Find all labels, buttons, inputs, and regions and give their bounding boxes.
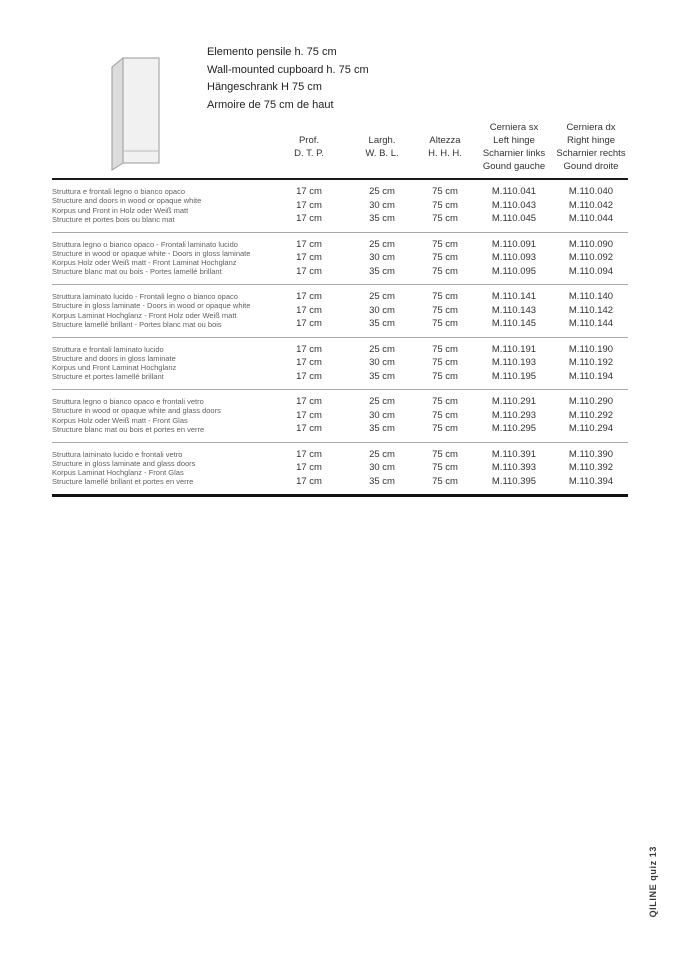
table-row: [270, 448, 628, 462]
cell-largh: 30 cm: [369, 252, 395, 264]
cell-altezza: 75 cm: [432, 199, 458, 211]
table-row: [270, 409, 628, 423]
cell-right: M.110.294: [568, 423, 614, 435]
cell-largh: 25 cm: [369, 396, 395, 408]
cell-altezza: 75 cm: [432, 462, 458, 474]
cell-largh: 35 cm: [369, 213, 395, 225]
cell-largh: 35 cm: [369, 423, 395, 435]
cell-right: M.110.044: [568, 213, 614, 225]
description-line: Structure in wood or opaque white and glass doors: [52, 406, 221, 416]
cell-prof: 17 cm: [296, 448, 322, 460]
cell-right: M.110.390: [568, 448, 614, 460]
cell-right: M.110.040: [568, 186, 614, 198]
product-group: [52, 389, 628, 442]
table-row: [270, 317, 628, 331]
cell-largh: 25 cm: [369, 291, 395, 303]
cell-prof: 17 cm: [296, 199, 322, 211]
product-description: [52, 395, 270, 436]
description-line: Korpus Laminat Hochglanz - Front Glas: [52, 468, 184, 478]
cell-left: M.110.195: [491, 370, 537, 382]
table-body: [52, 180, 628, 497]
cell-right: M.110.144: [568, 318, 614, 330]
cell-prof: 17 cm: [296, 265, 322, 277]
title-line-fr: Armoire de 75 cm de haut: [207, 98, 334, 111]
description-line: Structure blanc mat ou bois et portes en verre: [52, 424, 205, 434]
product-description: [52, 448, 270, 489]
table-row: [270, 212, 628, 226]
cell-altezza: 75 cm: [432, 318, 458, 330]
product-group: [52, 442, 628, 495]
table-row: [270, 265, 628, 279]
description-line: Korpus Holz oder Weiß matt - Front Glas: [52, 415, 188, 425]
cell-altezza: 75 cm: [432, 423, 458, 435]
header-left-hinge: Cerniera sx Left hinge Scharnier links Gound gauche: [482, 122, 546, 172]
cell-prof: 17 cm: [296, 370, 322, 382]
cell-largh: 30 cm: [369, 357, 395, 369]
cell-prof: 17 cm: [296, 423, 322, 435]
cell-right: M.110.392: [568, 462, 614, 474]
description-line: Korpus und Front in Holz oder Weiß matt: [52, 205, 189, 215]
description-line: Structure lamellé brillant et portes en verre: [52, 477, 194, 487]
product-description: [52, 238, 270, 279]
cell-left: M.110.193: [491, 357, 537, 369]
table-row: [270, 356, 628, 370]
cell-left: M.110.091: [491, 238, 537, 250]
cell-right: M.110.190: [568, 343, 614, 355]
cell-altezza: 75 cm: [432, 370, 458, 382]
cell-right: M.110.142: [568, 304, 614, 316]
header-width: Largh. W. B. L.: [365, 135, 399, 159]
description-line: Structure blanc mat ou bois - Portes lamellé brillant: [52, 267, 222, 277]
cell-altezza: 75 cm: [432, 448, 458, 460]
description-line: Structure and doors in gloss laminate: [52, 353, 176, 363]
cell-altezza: 75 cm: [432, 186, 458, 198]
description-line: Structure in wood or opaque white - Doors in gloss laminate: [52, 248, 251, 258]
cell-left: M.110.041: [491, 186, 537, 198]
description-line: Korpus Holz oder Weiß matt - Front Laminat Hochglanz: [52, 258, 237, 268]
description-line: Structure et portes lamellé brillant: [52, 372, 164, 382]
cell-prof: 17 cm: [296, 213, 322, 225]
header-right-hinge: Cerniera dx Right hinge Scharnier rechts Gound droite: [556, 122, 626, 172]
cell-left: M.110.143: [491, 304, 537, 316]
description-line: Korpus Laminat Hochglanz - Front Holz oder Weiß matt: [52, 310, 237, 320]
cell-left: M.110.043: [491, 199, 537, 211]
cell-largh: 25 cm: [369, 448, 395, 460]
cell-largh: 25 cm: [369, 343, 395, 355]
table-row: [270, 238, 628, 252]
group-rows: [270, 290, 628, 331]
cell-altezza: 75 cm: [432, 252, 458, 264]
cell-left: M.110.141: [491, 291, 537, 303]
cell-left: M.110.393: [491, 462, 537, 474]
cell-largh: 30 cm: [369, 409, 395, 421]
cell-largh: 35 cm: [369, 265, 395, 277]
cell-prof: 17 cm: [296, 291, 322, 303]
cell-right: M.110.292: [568, 409, 614, 421]
cell-largh: 35 cm: [369, 318, 395, 330]
cell-altezza: 75 cm: [432, 213, 458, 225]
cell-prof: 17 cm: [296, 396, 322, 408]
cell-prof: 17 cm: [296, 409, 322, 421]
description-line: Structure lamellé brillant - Portes blanc mat ou bois: [52, 319, 222, 329]
description-line: Structure and doors in wood or opaque white: [52, 196, 202, 206]
table-row: [270, 461, 628, 475]
description-line: Struttura legno o bianco opaco e frontali vetro: [52, 397, 204, 406]
cell-right: M.110.094: [568, 265, 614, 277]
cell-right: M.110.290: [568, 396, 614, 408]
cell-right: M.110.092: [568, 252, 614, 264]
group-rows: [270, 185, 628, 226]
cell-left: M.110.093: [491, 252, 537, 264]
product-description: [52, 185, 270, 226]
table-row: [270, 199, 628, 213]
cell-right: M.110.194: [568, 370, 614, 382]
cell-altezza: 75 cm: [432, 396, 458, 408]
cell-left: M.110.095: [491, 265, 537, 277]
cell-largh: 30 cm: [369, 199, 395, 211]
product-description: [52, 290, 270, 331]
cell-right: M.110.192: [568, 357, 614, 369]
table-row: [270, 475, 628, 489]
table-row: [270, 290, 628, 304]
description-line: Struttura e frontali laminato lucido: [52, 344, 164, 354]
product-group: [52, 337, 628, 390]
cell-right: M.110.042: [568, 199, 614, 211]
table-row: [270, 370, 628, 384]
group-rows: [270, 238, 628, 279]
description-line: Korpus und Front Laminat Hochglanz: [52, 363, 177, 373]
product-title-block: [207, 44, 369, 114]
table-row: [270, 422, 628, 436]
cell-largh: 35 cm: [369, 475, 395, 487]
description-line: Struttura laminato lucido e frontali vetro: [52, 449, 183, 459]
cell-altezza: 75 cm: [432, 238, 458, 250]
description-line: Structure in gloss laminate and glass doors: [52, 458, 196, 468]
table-row: [270, 251, 628, 265]
description-line: Struttura legno o bianco opaco - Frontali laminato lucido: [52, 239, 238, 249]
cell-prof: 17 cm: [296, 238, 322, 250]
table-row: [270, 304, 628, 318]
product-group: [52, 232, 628, 285]
title-line-de: Hängeschrank H 75 cm: [207, 81, 322, 93]
header-height: Altezza H. H. H.: [428, 135, 462, 159]
cell-altezza: 75 cm: [432, 475, 458, 487]
cell-prof: 17 cm: [296, 475, 322, 487]
cell-altezza: 75 cm: [432, 357, 458, 369]
description-line: Struttura laminato lucido - Frontali legno o bianco opaco: [52, 292, 238, 301]
cell-left: M.110.395: [491, 475, 537, 487]
cell-prof: 17 cm: [296, 318, 322, 330]
cell-altezza: 75 cm: [432, 291, 458, 303]
cell-prof: 17 cm: [296, 357, 322, 369]
description-line: Structure in gloss laminate - Doors in wood or opaque white: [52, 301, 251, 311]
cell-prof: 17 cm: [296, 343, 322, 355]
cell-prof: 17 cm: [296, 304, 322, 316]
table-row: [270, 395, 628, 409]
title-line-it: Elemento pensile h. 75 cm: [207, 46, 337, 58]
group-rows: [270, 343, 628, 384]
cell-largh: 30 cm: [369, 462, 395, 474]
cell-left: M.110.045: [491, 213, 537, 225]
cell-left: M.110.191: [491, 343, 537, 355]
cell-right: M.110.140: [568, 291, 614, 303]
cell-altezza: 75 cm: [432, 409, 458, 421]
cell-largh: 35 cm: [369, 370, 395, 382]
cell-left: M.110.291: [491, 396, 537, 408]
cell-left: M.110.293: [491, 409, 537, 421]
product-description: [52, 343, 270, 384]
description-line: Structure et portes bois ou blanc mat: [52, 214, 175, 224]
title-line-en: Wall-mounted cupboard h. 75 cm: [207, 63, 369, 76]
group-rows: [270, 395, 628, 436]
table-row: [270, 343, 628, 357]
cell-prof: 17 cm: [296, 186, 322, 198]
cell-left: M.110.145: [491, 318, 537, 330]
description-line: Struttura e frontali legno o bianco opaco: [52, 187, 186, 196]
cell-largh: 25 cm: [369, 238, 395, 250]
cell-largh: 25 cm: [369, 186, 395, 198]
header-depth: Prof. D. T. P.: [294, 135, 324, 159]
cell-prof: 17 cm: [296, 462, 322, 474]
cell-altezza: 75 cm: [432, 265, 458, 277]
cell-right: M.110.090: [568, 238, 614, 250]
cell-right: M.110.394: [568, 475, 614, 487]
cell-altezza: 75 cm: [432, 304, 458, 316]
cell-prof: 17 cm: [296, 252, 322, 264]
product-group: [52, 180, 628, 232]
table-header-row: [52, 118, 628, 180]
cell-altezza: 75 cm: [432, 343, 458, 355]
cell-left: M.110.391: [491, 448, 537, 460]
product-group: [52, 284, 628, 337]
product-spec-table: [52, 118, 628, 497]
table-row: [270, 185, 628, 199]
cell-left: M.110.295: [491, 423, 537, 435]
vertical-page-footer: QILINE quiz 13: [648, 845, 658, 917]
cell-largh: 30 cm: [369, 304, 395, 316]
group-rows: [270, 448, 628, 489]
